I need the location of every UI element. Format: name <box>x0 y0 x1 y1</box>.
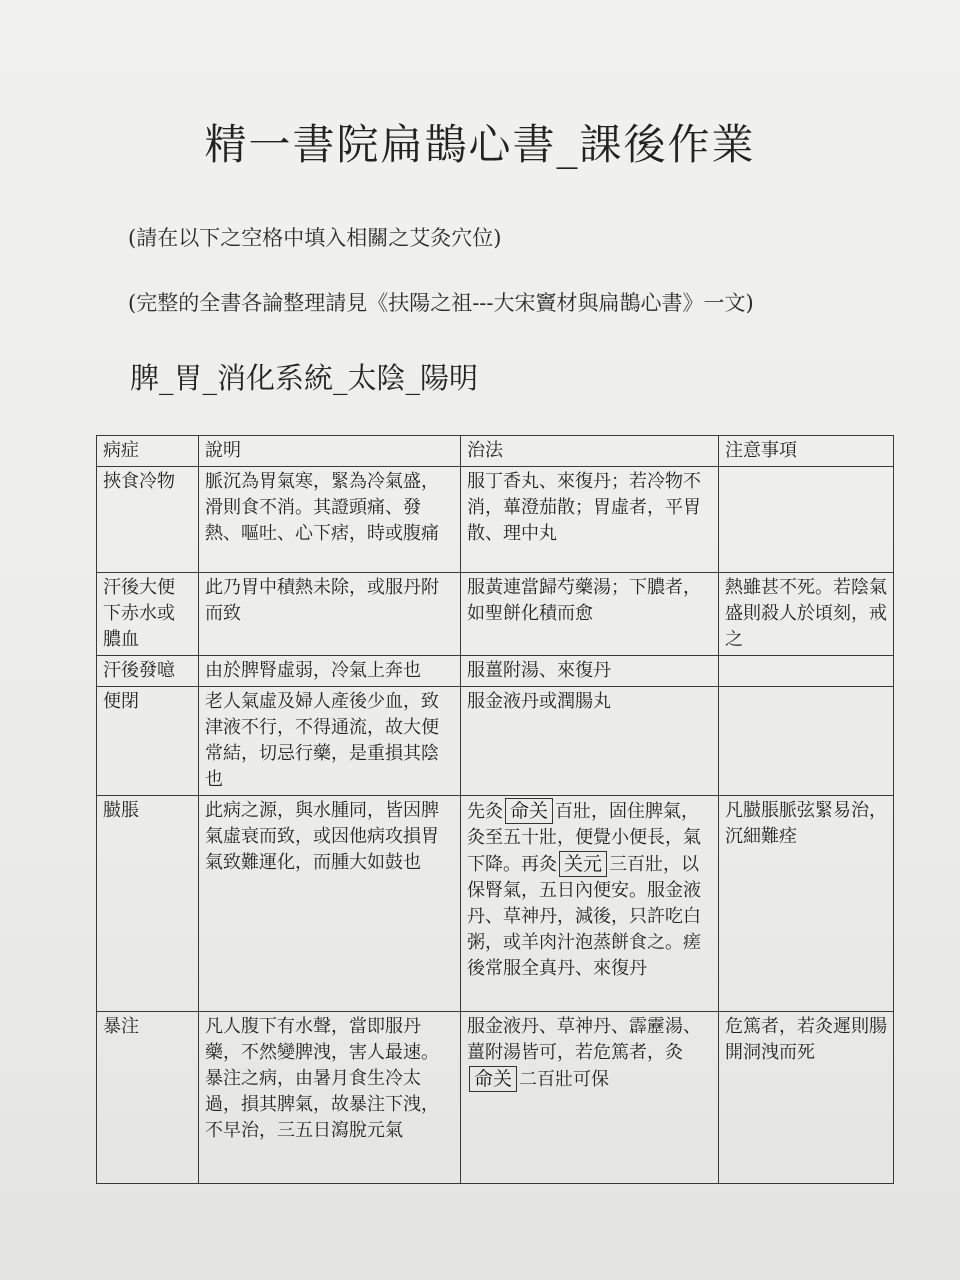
header-description: 說明 <box>199 436 461 467</box>
condition-cell: 便閉 <box>97 687 199 796</box>
handwritten-acupoint: 关元 <box>559 851 607 877</box>
condition-cell: 臌脹 <box>97 796 199 1012</box>
treatment-cell: 服丁香丸、來復丹；若冷物不消，蓽澄茄散；胃虛者，平胃散、理中丸 <box>461 467 719 573</box>
page-title: 精一書院扁鵲心書_課後作業 <box>204 120 756 169</box>
notes-cell <box>719 467 894 573</box>
treatment-cell: 服金液丹或潤腸丸 <box>461 687 719 796</box>
notes-cell <box>719 687 894 796</box>
treatment-text: 三百壯，以保腎氣，五日內便安。服金液丹、草神丹，減後，只許吃白粥，或羊肉汁泡蒸餅食之。瘥後常服全真丹、來復丹 <box>467 854 701 979</box>
description-cell: 此病之源，與水腫同，皆因脾氣虛衰而致，或因他病攻損胃氣致難運化，而腫大如鼓也 <box>199 796 461 1012</box>
notes-cell <box>719 656 894 687</box>
treatment-cell <box>461 1012 719 1184</box>
table-row <box>97 796 894 1012</box>
handwritten-acupoint: 命关 <box>505 798 553 824</box>
header-condition: 病症 <box>97 436 199 467</box>
condition-cell: 挾食冷物 <box>97 467 199 573</box>
treatment-cell: 服薑附湯、來復丹 <box>461 656 719 687</box>
condition-cell: 汗後發噫 <box>97 656 199 687</box>
condition-cell: 暴注 <box>97 1012 199 1184</box>
table-row <box>97 656 894 687</box>
notes-cell: 凡臌脹脈弦緊易治，沉細難痊 <box>719 796 894 1012</box>
instruction-note: (請在以下之空格中填入相關之艾灸穴位) <box>128 226 502 250</box>
section-heading: 脾_胃_消化系統_太陰_陽明 <box>130 361 479 395</box>
description-cell: 此乃胃中積熱未除，或服丹附而致 <box>199 573 461 656</box>
table-header-row <box>97 436 894 467</box>
treatment-text: 服金液丹、草神丹、霹靂湯、薑附湯皆可，若危篤者，灸 <box>467 1016 701 1063</box>
notes-cell: 危篤者，若灸遲則腸開洞洩而死 <box>719 1012 894 1184</box>
description-cell: 由於脾腎虛弱，冷氣上奔也 <box>199 656 461 687</box>
header-treatment: 治法 <box>461 436 719 467</box>
description-cell: 老人氣虛及婦人產後少血，致津液不行，不得通流，故大便常結，切忌行藥，是重損其陰也 <box>199 687 461 796</box>
table-row <box>97 687 894 796</box>
symptom-table <box>96 435 894 1184</box>
header-notes: 注意事項 <box>719 436 894 467</box>
treatment-text: 二百壯可保 <box>519 1069 610 1090</box>
treatment-text: 百壯，固住脾氣，灸至五十壯，便覺小便長，氣下降。再灸 <box>467 801 701 875</box>
table-row <box>97 573 894 656</box>
description-cell: 脈沉為胃氣寒，緊為冷氣盛，滑則食不消。其證頭痛、發熱、嘔吐、心下痞，時或腹痛 <box>199 467 461 573</box>
table-row <box>97 467 894 573</box>
condition-cell: 汗後大便下赤水或膿血 <box>97 573 199 656</box>
table-row <box>97 1012 894 1184</box>
treatment-text: 先灸 <box>467 801 503 822</box>
treatment-cell <box>461 796 719 1012</box>
description-cell: 凡人腹下有水聲，當即服丹藥，不然變脾洩，害人最速。暴注之病，由暑月食生冷太過，損其脾氣，故暴注下洩，不早治，三五日瀉脫元氣 <box>199 1012 461 1184</box>
reference-note: (完整的全書各論整理請見《扶陽之祖---大宋竇材與扁鵲心書》一文) <box>128 291 754 315</box>
handwritten-acupoint: 命关 <box>469 1066 517 1092</box>
treatment-cell: 服黃連當歸芍藥湯；下膿者，如聖餅化積而愈 <box>461 573 719 656</box>
notes-cell: 熱雖甚不死。若陰氣盛則殺人於頃刻，戒之 <box>719 573 894 656</box>
